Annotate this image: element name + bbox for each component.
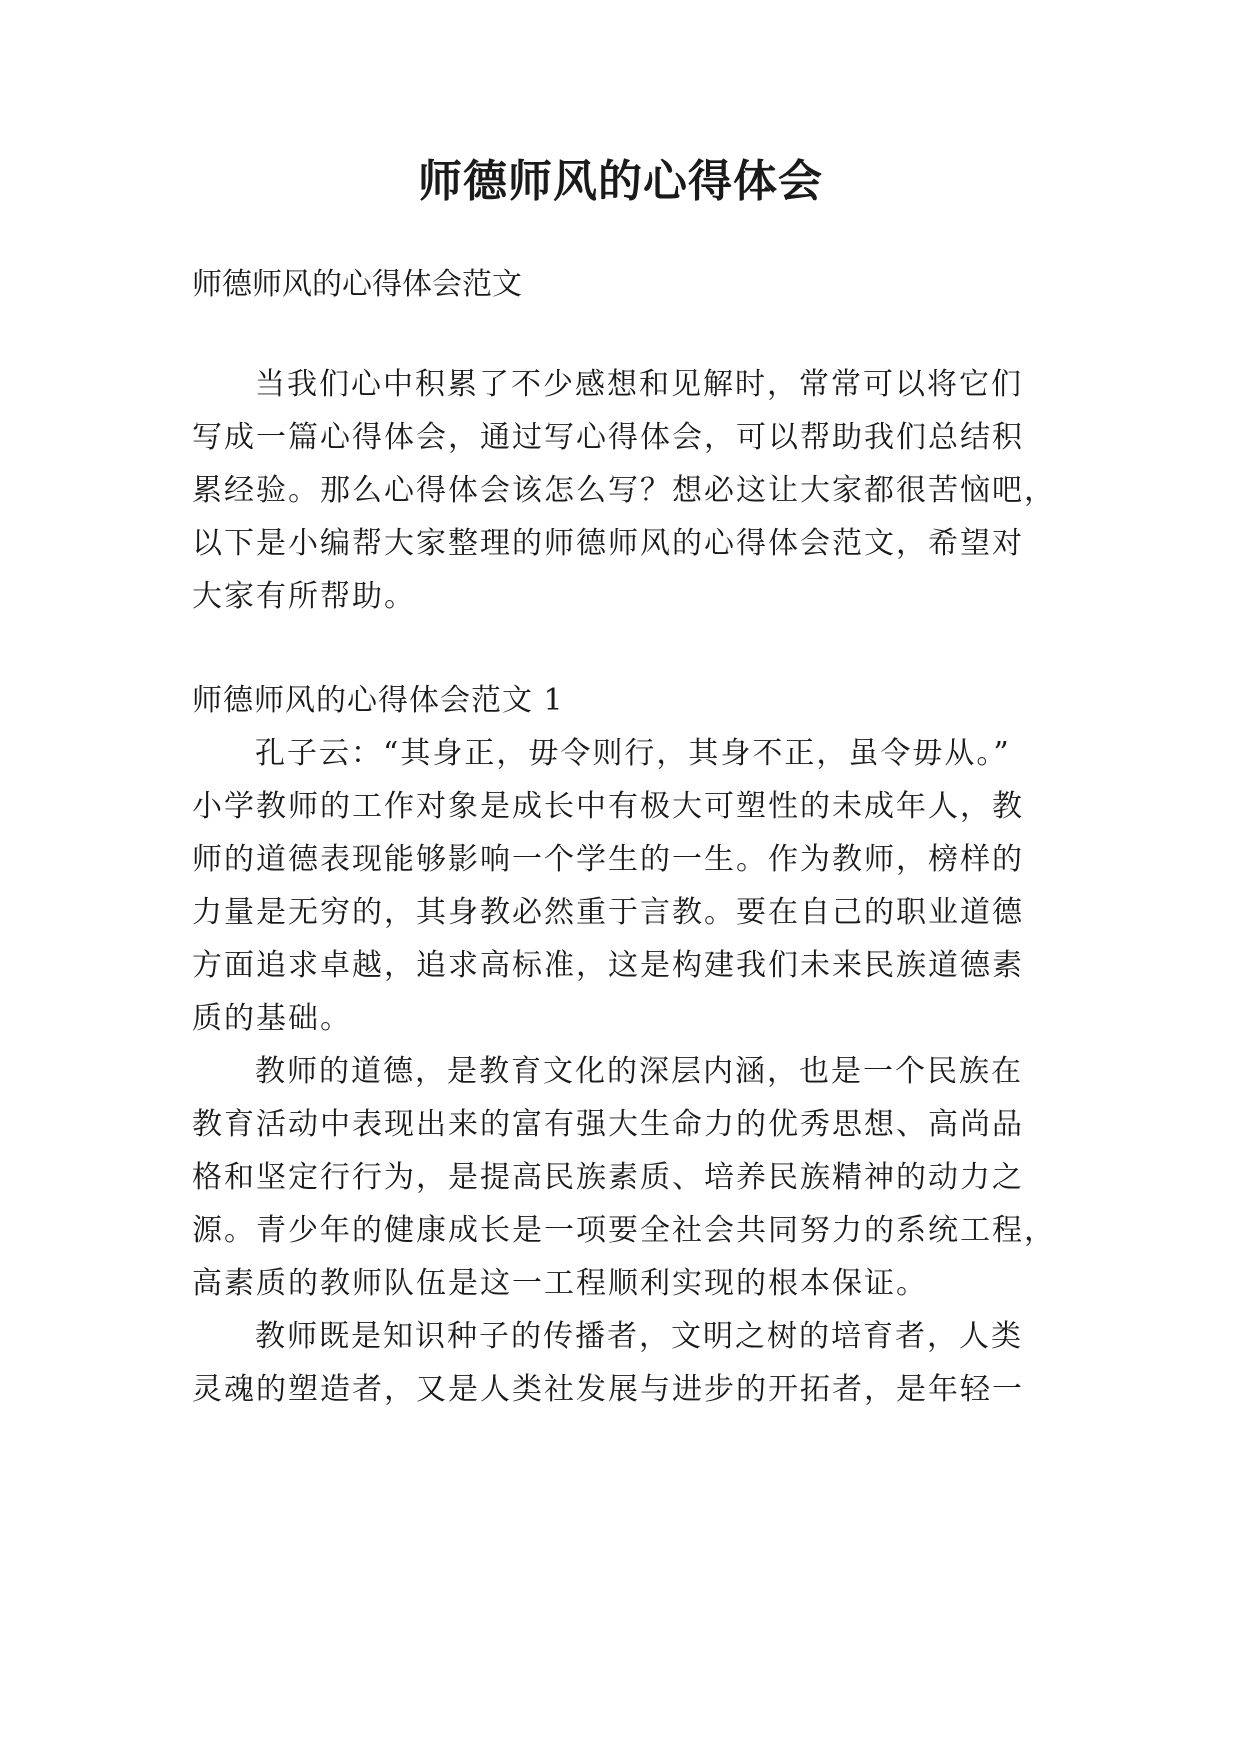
para1-line: 质的基础。 [192, 1001, 352, 1036]
para3-line: 教师既是知识种子的传播者，文明之树的培育者，人类 [255, 1319, 1023, 1354]
para1-line: 方面追求卓越，追求高标准，这是构建我们未来民族道德素 [192, 948, 1024, 983]
para1-line: 小学教师的工作对象是成长中有极大可塑性的未成年人，教 [192, 789, 1024, 824]
para2-line: 高素质的教师队伍是这一工程顺利实现的根本保证。 [192, 1266, 928, 1301]
intro-line: 大家有所帮助。 [192, 579, 416, 614]
intro-line: 以下是小编帮大家整理的师德师风的心得体会范文，希望对 [192, 526, 1024, 561]
para1-line: 力量是无穷的，其身教必然重于言教。要在自己的职业道德 [192, 895, 1024, 930]
section-heading: 师德师风的心得体会范文 1 [192, 683, 564, 718]
document-subtitle: 师德师风的心得体会范文 [192, 267, 522, 302]
intro-line: 写成一篇心得体会，通过写心得体会，可以帮助我们总结积 [192, 420, 1024, 455]
para2-line: 源。青少年的健康成长是一项要全社会共同努力的系统工程， [192, 1213, 1056, 1248]
intro-line: 累经验。那么心得体会该怎么写？想必这让大家都很苦恼吧， [192, 473, 1056, 508]
para1-line: 孔子云：“其身正，毋令则行，其身不正，虽令毋从。” [255, 736, 1011, 771]
document-title: 师德师风的心得体会 [418, 156, 823, 207]
para2-line: 教育活动中表现出来的富有强大生命力的优秀思想、高尚品 [192, 1107, 1024, 1142]
para2-line: 格和坚定行行为，是提高民族素质、培养民族精神的动力之 [192, 1160, 1024, 1195]
para1-line: 师的道德表现能够影响一个学生的一生。作为教师，榜样的 [192, 842, 1024, 877]
para3-line: 灵魂的塑造者，又是人类社发展与进步的开拓者，是年轻一 [192, 1372, 1024, 1407]
intro-line: 当我们心中积累了不少感想和见解时，常常可以将它们 [255, 367, 1023, 402]
para2-line: 教师的道德，是教育文化的深层内涵，也是一个民族在 [255, 1054, 1023, 1089]
